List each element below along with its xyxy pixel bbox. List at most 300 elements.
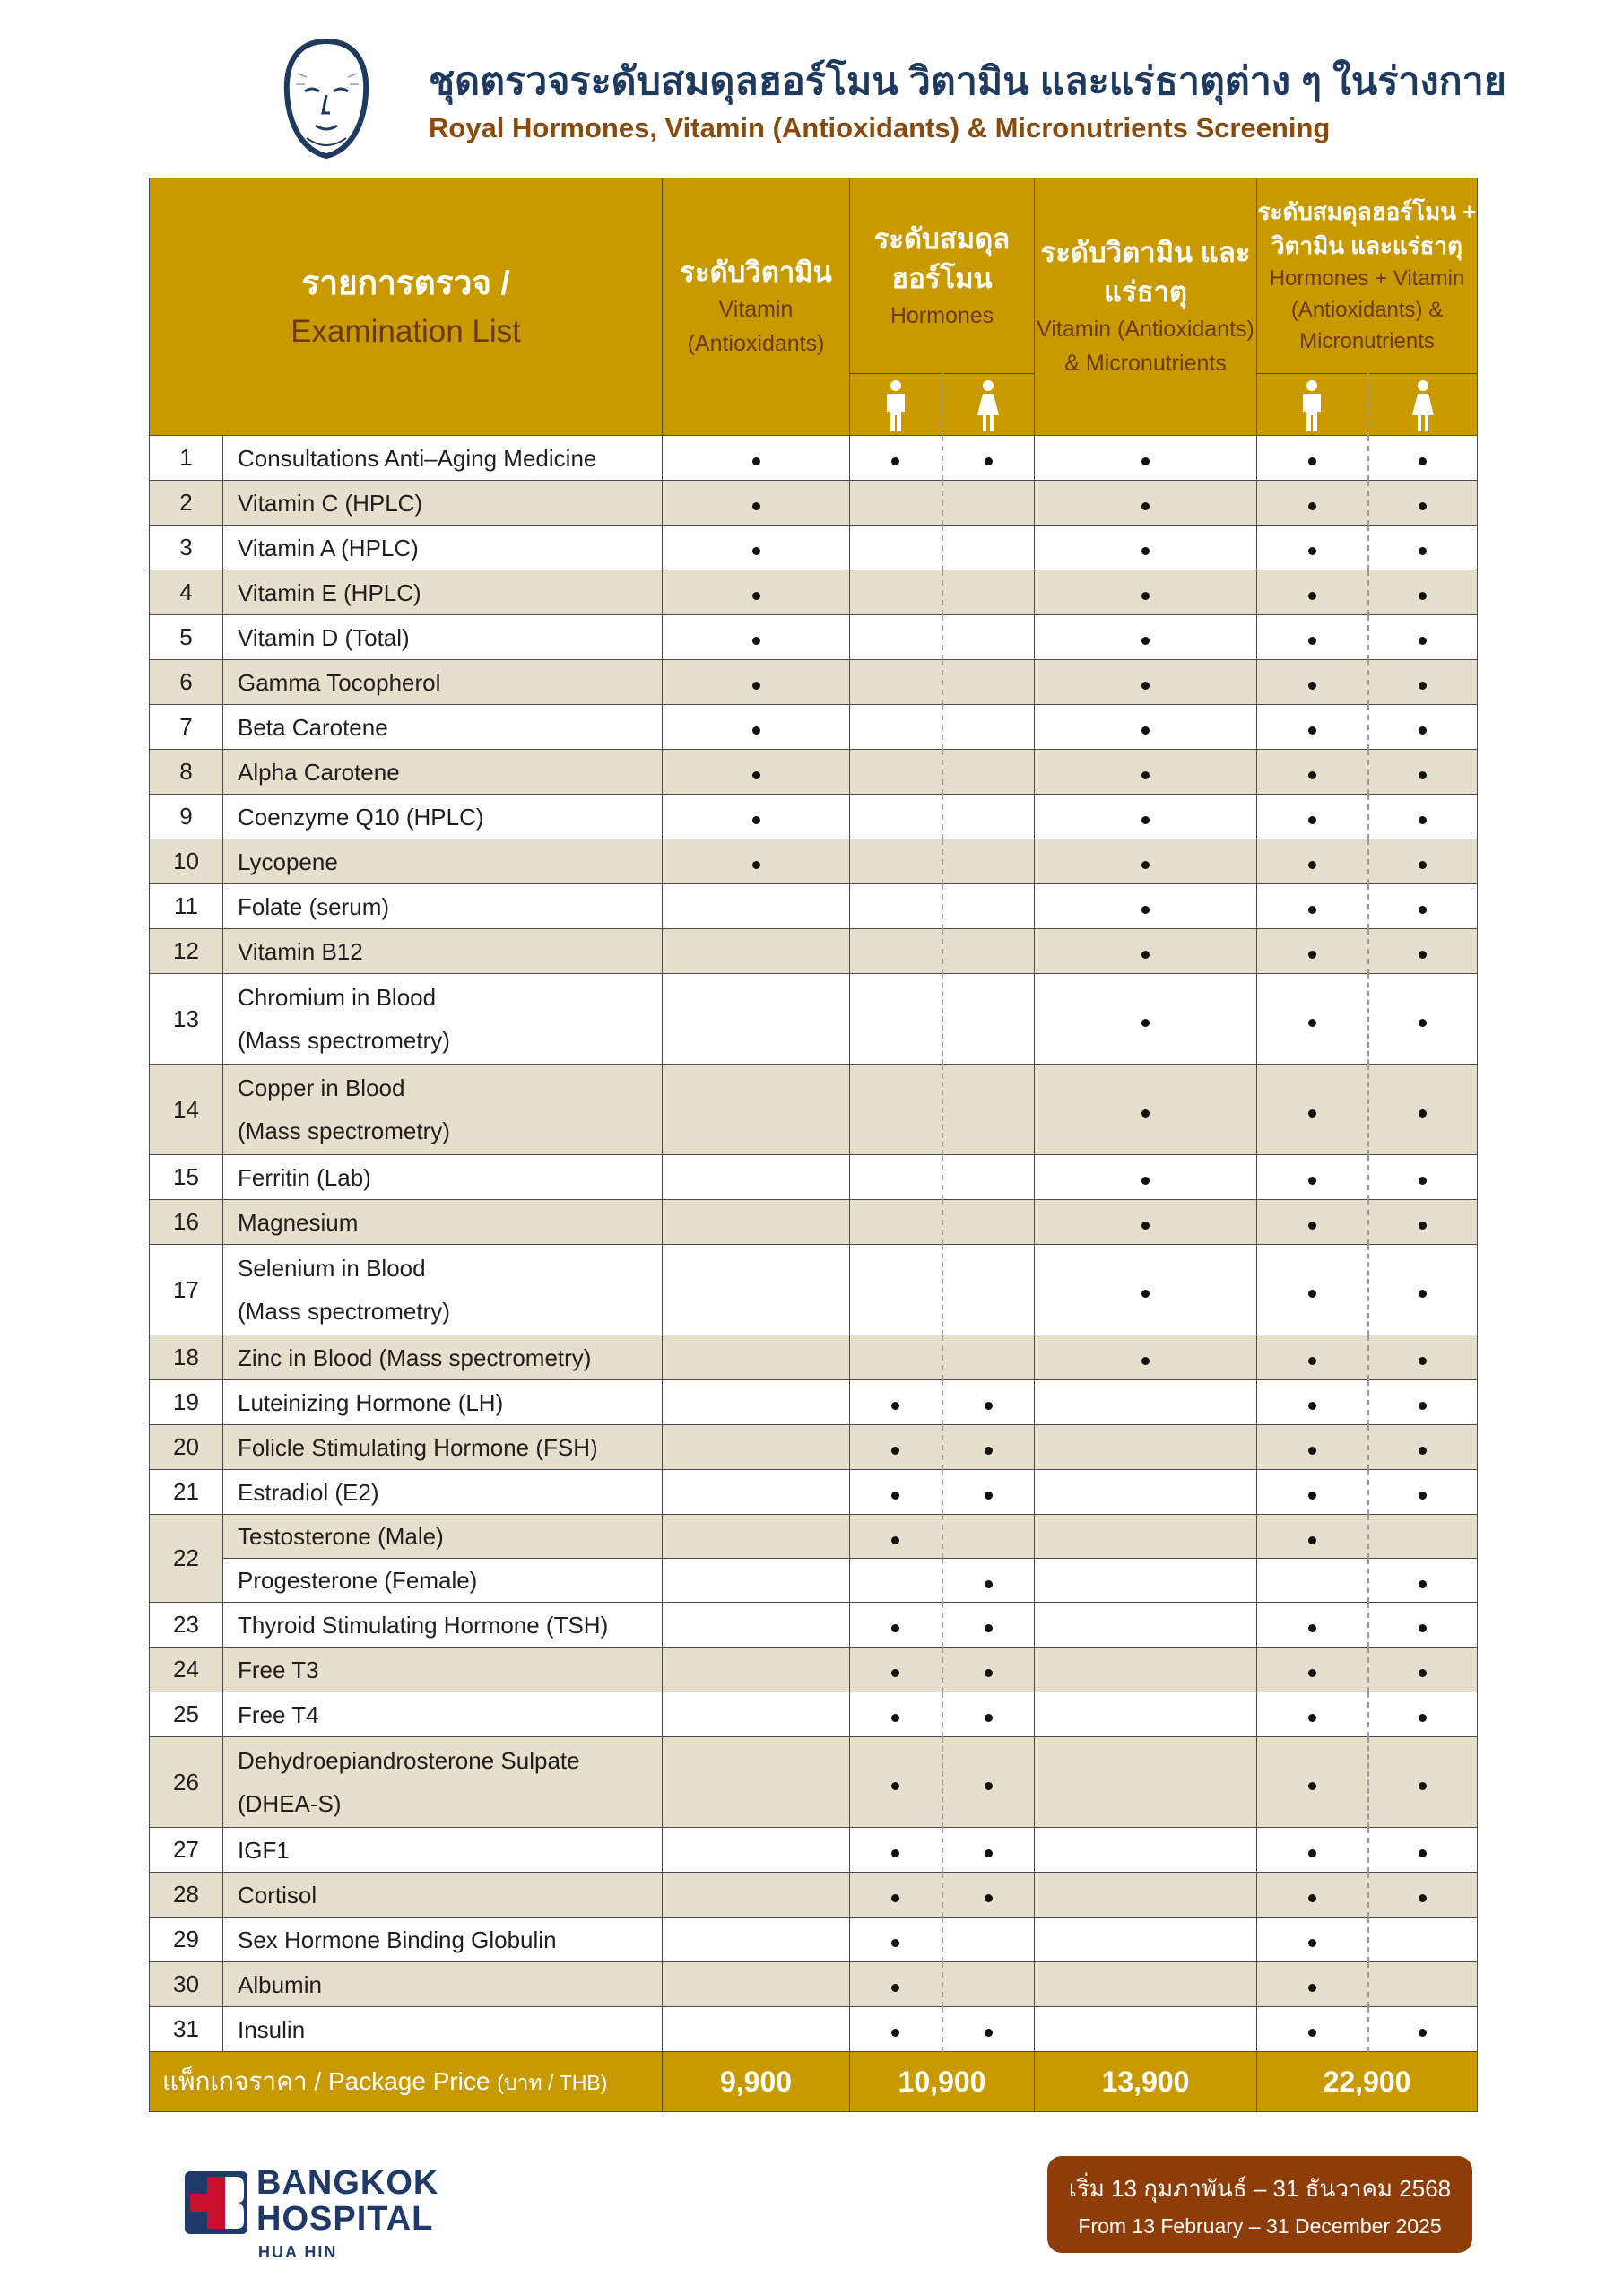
- mark-cell-hormone-female: [942, 660, 1035, 705]
- included-dot-icon: [891, 1782, 899, 1790]
- mark-cell-all-female: [1368, 1425, 1478, 1470]
- mark-cell-all-male: [1257, 1962, 1368, 2007]
- row-number: 21: [150, 1470, 223, 1515]
- header-all-in-one: [1257, 178, 1478, 374]
- included-dot-icon: [891, 457, 899, 465]
- row-number: 4: [150, 570, 223, 615]
- mark-cell-hormone-male: [850, 795, 942, 839]
- mark-cell-vitmin: [1035, 526, 1257, 570]
- included-dot-icon: [1419, 906, 1427, 914]
- included-dot-icon: [1419, 637, 1427, 645]
- header-hormones-thai: ระดับสมดุล ฮอร์โมน: [873, 222, 1011, 294]
- table-row: [150, 481, 1478, 526]
- exam-name-line-2: (DHEA-S): [238, 1790, 342, 1817]
- row-number: 9: [150, 795, 223, 839]
- included-dot-icon: [1308, 771, 1316, 779]
- exam-name-line: Ferritin (Lab): [238, 1163, 371, 1191]
- included-dot-icon: [1308, 592, 1316, 600]
- hospital-cross-icon: [185, 2171, 247, 2234]
- mark-cell-vitamin: [663, 1828, 850, 1873]
- exam-name-line: Copper in Blood: [238, 1074, 405, 1101]
- row-number: 7: [150, 705, 223, 750]
- header-hormones: [850, 178, 1035, 374]
- mark-cell-hormone-male: [850, 1470, 942, 1515]
- row-number: 27: [150, 1828, 223, 1873]
- exam-name: [223, 660, 663, 705]
- exam-name: [223, 839, 663, 884]
- mark-cell-hormone-female: [942, 750, 1035, 795]
- exam-name-line: Vitamin D (Total): [238, 623, 410, 651]
- included-dot-icon: [1308, 1939, 1316, 1947]
- included-dot-icon: [1141, 771, 1150, 779]
- mark-cell-vitmin: [1035, 795, 1257, 839]
- mark-cell-hormone-female: [942, 1828, 1035, 1873]
- table-row: [150, 1873, 1478, 1918]
- price-all-in-one: 22,900: [1257, 2052, 1478, 2112]
- mark-cell-vitmin: [1035, 1828, 1257, 1873]
- table-row: [150, 660, 1478, 705]
- table-row: [150, 705, 1478, 750]
- exam-name-line: Insulin: [238, 2015, 306, 2043]
- exam-name: [223, 1692, 663, 1737]
- mark-cell-vitmin: [1035, 1873, 1257, 1918]
- mark-cell-vitmin: [1035, 1648, 1257, 1692]
- included-dot-icon: [1308, 547, 1316, 555]
- mark-cell-vitmin: [1035, 1515, 1257, 1559]
- mark-cell-hormone-female: [942, 929, 1035, 974]
- mark-cell-hormone-male: [850, 974, 942, 1065]
- exam-name-line: Vitamin E (HPLC): [238, 578, 421, 606]
- female-column-header: [942, 374, 1035, 436]
- exam-name-line: Sex Hormone Binding Globulin: [238, 1926, 557, 1953]
- mark-cell-vitamin: [663, 1155, 850, 1200]
- included-dot-icon: [1308, 1782, 1316, 1790]
- mark-cell-hormone-male: [850, 660, 942, 705]
- mark-cell-all-male: [1257, 1425, 1368, 1470]
- included-dot-icon: [1419, 951, 1427, 959]
- included-dot-icon: [985, 1849, 993, 1857]
- included-dot-icon: [1308, 861, 1316, 869]
- table-row: [150, 1962, 1478, 2007]
- mark-cell-vitamin: [663, 615, 850, 660]
- price-vitamin-micronutrients: 13,900: [1035, 2052, 1257, 2112]
- mark-cell-all-male: [1257, 1873, 1368, 1918]
- exam-name-line: Zinc in Blood (Mass spectrometry): [238, 1344, 592, 1371]
- mark-cell-vitmin: [1035, 750, 1257, 795]
- included-dot-icon: [1419, 861, 1427, 869]
- mark-cell-all-male: [1257, 974, 1368, 1065]
- exam-name-line: Folate (serum): [238, 892, 390, 920]
- included-dot-icon: [1419, 1222, 1427, 1230]
- mark-cell-all-female: [1368, 705, 1478, 750]
- included-dot-icon: [985, 1624, 993, 1632]
- male-column-header: [850, 374, 942, 436]
- row-number: 13: [150, 974, 223, 1065]
- table-row: [150, 974, 1478, 1065]
- table-row: [150, 1065, 1478, 1155]
- included-dot-icon: [1419, 2029, 1427, 2037]
- row-number: 26: [150, 1737, 223, 1828]
- included-dot-icon: [1419, 1402, 1427, 1410]
- mark-cell-hormone-female: [942, 615, 1035, 660]
- mark-cell-vitamin: [663, 1873, 850, 1918]
- mark-cell-all-female: [1368, 839, 1478, 884]
- mark-cell-all-male: [1257, 1470, 1368, 1515]
- price-label-cell: [150, 2052, 663, 2112]
- included-dot-icon: [1308, 1714, 1316, 1722]
- mark-cell-all-female: [1368, 795, 1478, 839]
- table-row: [150, 884, 1478, 929]
- mark-cell-all-female: [1368, 436, 1478, 481]
- mark-cell-hormone-female: [942, 1335, 1035, 1380]
- included-dot-icon: [1308, 682, 1316, 690]
- included-dot-icon: [1308, 1984, 1316, 1992]
- header-vitamin: [663, 178, 850, 436]
- included-dot-icon: [985, 457, 993, 465]
- mark-cell-all-male: [1257, 1245, 1368, 1335]
- mark-cell-vitmin: [1035, 660, 1257, 705]
- mark-cell-vitamin: [663, 1559, 850, 1603]
- included-dot-icon: [891, 1624, 899, 1632]
- included-dot-icon: [1141, 1019, 1150, 1027]
- mark-cell-vitamin: [663, 1335, 850, 1380]
- exam-name-line: Beta Carotene: [238, 713, 388, 741]
- mark-cell-all-male: [1257, 750, 1368, 795]
- included-dot-icon: [1308, 637, 1316, 645]
- mark-cell-vitmin: [1035, 839, 1257, 884]
- mark-cell-hormone-female: [942, 1603, 1035, 1648]
- mark-cell-hormone-male: [850, 570, 942, 615]
- exam-name: [223, 615, 663, 660]
- mark-cell-all-female: [1368, 1603, 1478, 1648]
- included-dot-icon: [891, 1447, 899, 1455]
- mark-cell-vitmin: [1035, 1200, 1257, 1245]
- mark-cell-vitmin: [1035, 1559, 1257, 1603]
- exam-name-line: Vitamin A (HPLC): [238, 534, 419, 561]
- included-dot-icon: [1308, 1536, 1316, 1544]
- mark-cell-hormone-male: [850, 1515, 942, 1559]
- exam-name: [223, 1155, 663, 1200]
- exam-name: [223, 436, 663, 481]
- exam-name: [223, 1873, 663, 1918]
- page-title-english: Royal Hormones, Vitamin (Antioxidants) & Micronutrients Screening: [429, 112, 1331, 144]
- included-dot-icon: [891, 1714, 899, 1722]
- exam-name: [223, 1200, 663, 1245]
- table-row: [150, 1515, 1478, 1559]
- exam-name: [223, 1603, 663, 1648]
- table-row: [150, 750, 1478, 795]
- included-dot-icon: [1419, 1177, 1427, 1185]
- exam-name: [223, 1962, 663, 2007]
- included-dot-icon: [1308, 502, 1316, 510]
- mark-cell-all-male: [1257, 884, 1368, 929]
- mark-cell-hormone-female: [942, 1648, 1035, 1692]
- table-row: [150, 1828, 1478, 1873]
- mark-cell-vitamin: [663, 2007, 850, 2052]
- mark-cell-vitamin: [663, 1425, 850, 1470]
- mark-cell-vitmin: [1035, 570, 1257, 615]
- mark-cell-hormone-male: [850, 750, 942, 795]
- exam-name: [223, 1245, 663, 1335]
- included-dot-icon: [1419, 502, 1427, 510]
- mark-cell-all-male: [1257, 1335, 1368, 1380]
- mark-cell-vitamin: [663, 436, 850, 481]
- mark-cell-all-male: [1257, 436, 1368, 481]
- mark-cell-all-male: [1257, 705, 1368, 750]
- mark-cell-vitmin: [1035, 1155, 1257, 1200]
- mark-cell-vitamin: [663, 1692, 850, 1737]
- included-dot-icon: [1419, 1492, 1427, 1500]
- table-row: [150, 526, 1478, 570]
- included-dot-icon: [1308, 1357, 1316, 1365]
- mark-cell-vitmin: [1035, 1470, 1257, 1515]
- page-title-thai: ชุดตรวจระดับสมดุลฮอร์โมน วิตามิน และแร่ธาตุต่าง ๆ ในร่างกาย: [429, 60, 1506, 103]
- female-column-header-all: [1368, 374, 1478, 436]
- table-row: [150, 839, 1478, 884]
- included-dot-icon: [1141, 547, 1150, 555]
- mark-cell-vitmin: [1035, 481, 1257, 526]
- mark-cell-hormone-female: [942, 570, 1035, 615]
- included-dot-icon: [891, 1894, 899, 1902]
- exam-name-line: Vitamin B12: [238, 937, 363, 965]
- mark-cell-hormone-male: [850, 1692, 942, 1737]
- male-person-icon: [1298, 379, 1326, 433]
- mark-cell-vitmin: [1035, 1065, 1257, 1155]
- included-dot-icon: [1141, 951, 1150, 959]
- mark-cell-vitamin: [663, 1648, 850, 1692]
- included-dot-icon: [1141, 726, 1150, 735]
- mark-cell-all-male: [1257, 795, 1368, 839]
- exam-name-line: Magnesium: [238, 1208, 359, 1236]
- header-vitamin-thai: ระดับวิตามิน: [680, 257, 832, 288]
- mark-cell-vitamin: [663, 1380, 850, 1425]
- mark-cell-vitamin: [663, 481, 850, 526]
- mark-cell-all-female: [1368, 481, 1478, 526]
- included-dot-icon: [752, 502, 760, 510]
- exam-name: [223, 1470, 663, 1515]
- mark-cell-all-female: [1368, 1515, 1478, 1559]
- table-row: [150, 570, 1478, 615]
- included-dot-icon: [752, 592, 760, 600]
- included-dot-icon: [1308, 951, 1316, 959]
- row-number: 17: [150, 1245, 223, 1335]
- mark-cell-vitamin: [663, 1962, 850, 2007]
- included-dot-icon: [752, 457, 760, 465]
- exam-name-line: Estradiol (E2): [238, 1478, 379, 1506]
- mark-cell-all-male: [1257, 1828, 1368, 1873]
- exam-name-line: Gamma Tocopherol: [238, 668, 441, 696]
- exam-name-line: Free T4: [238, 1700, 319, 1728]
- mark-cell-all-male: [1257, 481, 1368, 526]
- row-number: 11: [150, 884, 223, 929]
- exam-name: [223, 1559, 663, 1603]
- exam-name: [223, 1648, 663, 1692]
- mark-cell-hormone-male: [850, 615, 942, 660]
- exam-name-line: Progesterone (Female): [238, 1567, 478, 1594]
- included-dot-icon: [985, 1447, 993, 1455]
- header-exam-thai: รายการตรวจ /: [301, 265, 510, 301]
- exam-name-line: Coenzyme Q10 (HPLC): [238, 803, 484, 831]
- included-dot-icon: [985, 1580, 993, 1588]
- included-dot-icon: [1308, 1447, 1316, 1455]
- row-number: 16: [150, 1200, 223, 1245]
- included-dot-icon: [1308, 1849, 1316, 1857]
- exam-name: [223, 974, 663, 1065]
- table-row: [150, 615, 1478, 660]
- mark-cell-hormone-male: [850, 1918, 942, 1962]
- mark-cell-hormone-male: [850, 481, 942, 526]
- mark-cell-vitmin: [1035, 884, 1257, 929]
- included-dot-icon: [1419, 816, 1427, 824]
- mark-cell-hormone-male: [850, 1335, 942, 1380]
- mark-cell-hormone-female: [942, 884, 1035, 929]
- exam-name: [223, 929, 663, 974]
- mark-cell-hormone-male: [850, 1245, 942, 1335]
- mark-cell-hormone-female: [942, 1065, 1035, 1155]
- mark-cell-hormone-female: [942, 1380, 1035, 1425]
- exam-name: [223, 1828, 663, 1873]
- mark-cell-all-male: [1257, 839, 1368, 884]
- mark-cell-all-male: [1257, 1918, 1368, 1962]
- included-dot-icon: [1308, 726, 1316, 735]
- included-dot-icon: [1419, 457, 1427, 465]
- row-number: 6: [150, 660, 223, 705]
- mark-cell-hormone-female: [942, 1425, 1035, 1470]
- table-row: [150, 1559, 1478, 1603]
- header-examination-list: [150, 178, 663, 436]
- mark-cell-all-male: [1257, 1692, 1368, 1737]
- included-dot-icon: [891, 1984, 899, 1992]
- mark-cell-vitamin: [663, 1603, 850, 1648]
- mark-cell-hormone-male: [850, 929, 942, 974]
- mark-cell-vitmin: [1035, 1425, 1257, 1470]
- mark-cell-vitmin: [1035, 436, 1257, 481]
- mark-cell-hormone-male: [850, 1648, 942, 1692]
- row-number: 2: [150, 481, 223, 526]
- included-dot-icon: [891, 1939, 899, 1947]
- mark-cell-hormone-female: [942, 1470, 1035, 1515]
- mark-cell-hormone-male: [850, 1065, 942, 1155]
- mark-cell-vitmin: [1035, 974, 1257, 1065]
- price-hormones: 10,900: [850, 2052, 1035, 2112]
- mark-cell-hormone-female: [942, 1962, 1035, 2007]
- included-dot-icon: [1419, 1714, 1427, 1722]
- included-dot-icon: [1141, 1222, 1150, 1230]
- mark-cell-hormone-male: [850, 1737, 942, 1828]
- table-body: [150, 436, 1478, 2052]
- table-row: [150, 1335, 1478, 1380]
- mark-cell-all-male: [1257, 1737, 1368, 1828]
- included-dot-icon: [1308, 2029, 1316, 2037]
- row-number: 10: [150, 839, 223, 884]
- mark-cell-hormone-female: [942, 1155, 1035, 1200]
- included-dot-icon: [1308, 1492, 1316, 1500]
- logo-text-bangkok: BANGKOK: [256, 2164, 439, 2202]
- included-dot-icon: [752, 771, 760, 779]
- header-vitmin-english: Vitamin (Antioxidants) & Micronutrients: [1037, 317, 1254, 376]
- mark-cell-all-male: [1257, 1380, 1368, 1425]
- mark-cell-all-female: [1368, 615, 1478, 660]
- table-row: [150, 1380, 1478, 1425]
- mark-cell-vitamin: [663, 1200, 850, 1245]
- mark-cell-vitmin: [1035, 2007, 1257, 2052]
- mark-cell-vitmin: [1035, 1245, 1257, 1335]
- included-dot-icon: [891, 1402, 899, 1410]
- mark-cell-all-female: [1368, 1962, 1478, 2007]
- exam-name-line: Selenium in Blood: [238, 1255, 426, 1282]
- included-dot-icon: [1141, 816, 1150, 824]
- price-vitamin: 9,900: [663, 2052, 850, 2112]
- mark-cell-vitamin: [663, 1470, 850, 1515]
- mark-cell-hormone-male: [850, 1603, 942, 1648]
- exam-name: [223, 526, 663, 570]
- mark-cell-all-female: [1368, 1335, 1478, 1380]
- mark-cell-hormone-female: [942, 1737, 1035, 1828]
- row-number: 29: [150, 1918, 223, 1962]
- row-number: 24: [150, 1648, 223, 1692]
- row-number: 31: [150, 2007, 223, 2052]
- exam-name: [223, 750, 663, 795]
- mark-cell-all-female: [1368, 1918, 1478, 1962]
- exam-name: [223, 1737, 663, 1828]
- mark-cell-vitamin: [663, 974, 850, 1065]
- mark-cell-vitamin: [663, 1245, 850, 1335]
- mark-cell-vitamin: [663, 795, 850, 839]
- mark-cell-all-male: [1257, 1648, 1368, 1692]
- exam-name: [223, 884, 663, 929]
- included-dot-icon: [891, 1492, 899, 1500]
- header-all-thai: ระดับสมดุลฮอร์โมน + วิตามิน และแร่ธาตุ: [1257, 198, 1477, 259]
- included-dot-icon: [1308, 457, 1316, 465]
- mark-cell-all-male: [1257, 660, 1368, 705]
- included-dot-icon: [1419, 1849, 1427, 1857]
- mark-cell-hormone-male: [850, 839, 942, 884]
- exam-name: [223, 1425, 663, 1470]
- mark-cell-hormone-male: [850, 1155, 942, 1200]
- exam-name-line-2: (Mass spectrometry): [238, 1298, 450, 1325]
- mark-cell-hormone-male: [850, 2007, 942, 2052]
- exam-name-line: Folicle Stimulating Hormone (FSH): [238, 1433, 598, 1461]
- exam-name-line: Alpha Carotene: [238, 758, 400, 786]
- included-dot-icon: [1141, 637, 1150, 645]
- mark-cell-hormone-male: [850, 1873, 942, 1918]
- row-number: 14: [150, 1065, 223, 1155]
- exam-name: [223, 1380, 663, 1425]
- included-dot-icon: [1141, 906, 1150, 914]
- exam-name-line: Lycopene: [238, 848, 338, 875]
- included-dot-icon: [1141, 682, 1150, 690]
- row-number: 15: [150, 1155, 223, 1200]
- included-dot-icon: [1419, 1109, 1427, 1118]
- mark-cell-all-female: [1368, 1245, 1478, 1335]
- included-dot-icon: [891, 2029, 899, 2037]
- mark-cell-hormone-female: [942, 1692, 1035, 1737]
- exam-name: [223, 1065, 663, 1155]
- mark-cell-vitmin: [1035, 1335, 1257, 1380]
- table-row: [150, 1245, 1478, 1335]
- mark-cell-all-female: [1368, 2007, 1478, 2052]
- included-dot-icon: [1308, 1624, 1316, 1632]
- mark-cell-vitamin: [663, 839, 850, 884]
- exam-name: [223, 795, 663, 839]
- mark-cell-vitamin: [663, 884, 850, 929]
- included-dot-icon: [1141, 502, 1150, 510]
- mark-cell-vitmin: [1035, 929, 1257, 974]
- included-dot-icon: [752, 816, 760, 824]
- mark-cell-all-female: [1368, 1737, 1478, 1828]
- mark-cell-all-female: [1368, 1828, 1478, 1873]
- header-vitmin-thai: ระดับวิตามิน และแร่ธาตุ: [1040, 237, 1251, 308]
